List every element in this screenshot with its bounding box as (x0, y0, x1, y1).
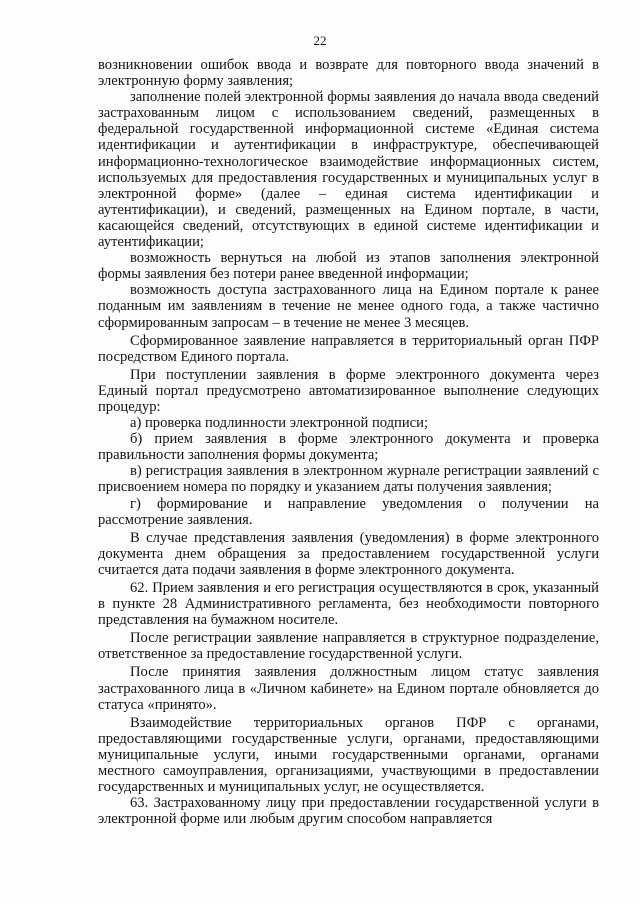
list-item-a: а) проверка подлинности электронной подписи; (130, 415, 429, 432)
paragraph-62: 62. Прием заявления и его регистрация осуществляются в срок, указанный в пункте 28 Административного регламента, без необходимости повторного представления на бумажном носителе. (98, 580, 599, 629)
page-number: 22 (313, 33, 327, 48)
paragraph-interaction: Взаимодействие территориальных органов ПФР с органами, предоставляющими государственные услуги, органами, предоставляющими муниципальные услуги, иными государственными органами, органами местного самоуправления, организациями, участвующими в предоставлении государственных и муниципальных услуг, не осуществляется. (98, 714, 599, 796)
paragraph-return-to-step: возможность вернуться на любой из этапов заполнения электронной формы заявления без потери ранее введенной информации; (98, 250, 599, 283)
paragraph-after-registration: После регистрации заявление направляется в структурное подразделение, ответственное за предоставление государственной услуги. (98, 630, 599, 663)
paragraph-autofill: заполнение полей электронной формы заявления до начала ввода сведений застрахованным лицом с использованием сведений, размещенных в федеральной государственной информационной системе «Единая система идентификации и аутентификации в инфраструктуре, обеспечивающей информационно-технологическое взаимодействие информационных систем, используемых для предоставления государственных и муниципальных услуг в электронной форме» (далее – единая система идентификации и аутентификации), и сведений, размещенных на Едином портале, в части, касающейся сведений, отсутствующих в единой системе идентификации и аутентификации; (98, 89, 599, 251)
list-item-b: б) прием заявления в форме электронного документа и проверка правильности заполнения формы документа; (98, 431, 599, 464)
paragraph-access-history: возможность доступа застрахованного лица на Едином портале к ранее поданным им заявлениям в течение не менее одного года, а также частично сформированным запросам – в течение не менее 3 месяцев. (98, 282, 599, 331)
paragraph-automated-procedures: При поступлении заявления в форме электронного документа через Единый портал предусмотрено автоматизированное выполнение следующих процедур: (98, 366, 599, 415)
paragraph-continuation: возникновении ошибок ввода и возврате для повторного ввода значений в электронную форму заявления; (98, 57, 599, 90)
paragraph-63: 63. Застрахованному лицу при предоставлении государственной услуги в электронной форме или любым другим способом направляется (98, 795, 599, 828)
list-item-g: г) формирование и направление уведомления о получении на рассмотрение заявления. (98, 495, 599, 528)
paragraph-status-update: После принятия заявления должностным лицом статус заявления застрахованного лица в «Личном кабинете» на Едином портале обновляется до статуса «принято». (98, 664, 599, 713)
document-body (98, 57, 599, 827)
paragraph-submission: Сформированное заявление направляется в территориальный орган ПФР посредством Единого портала. (98, 332, 599, 365)
paragraph-submission-date: В случае представления заявления (уведомления) в форме электронного документа днем обращения за предоставлением государственной услуги считается дата подачи заявления в форме электронного документа. (98, 529, 599, 578)
list-item-v: в) регистрация заявления в электронном журнале регистрации заявлений с присвоением номера по порядку и указанием даты получения заявления; (98, 463, 599, 496)
